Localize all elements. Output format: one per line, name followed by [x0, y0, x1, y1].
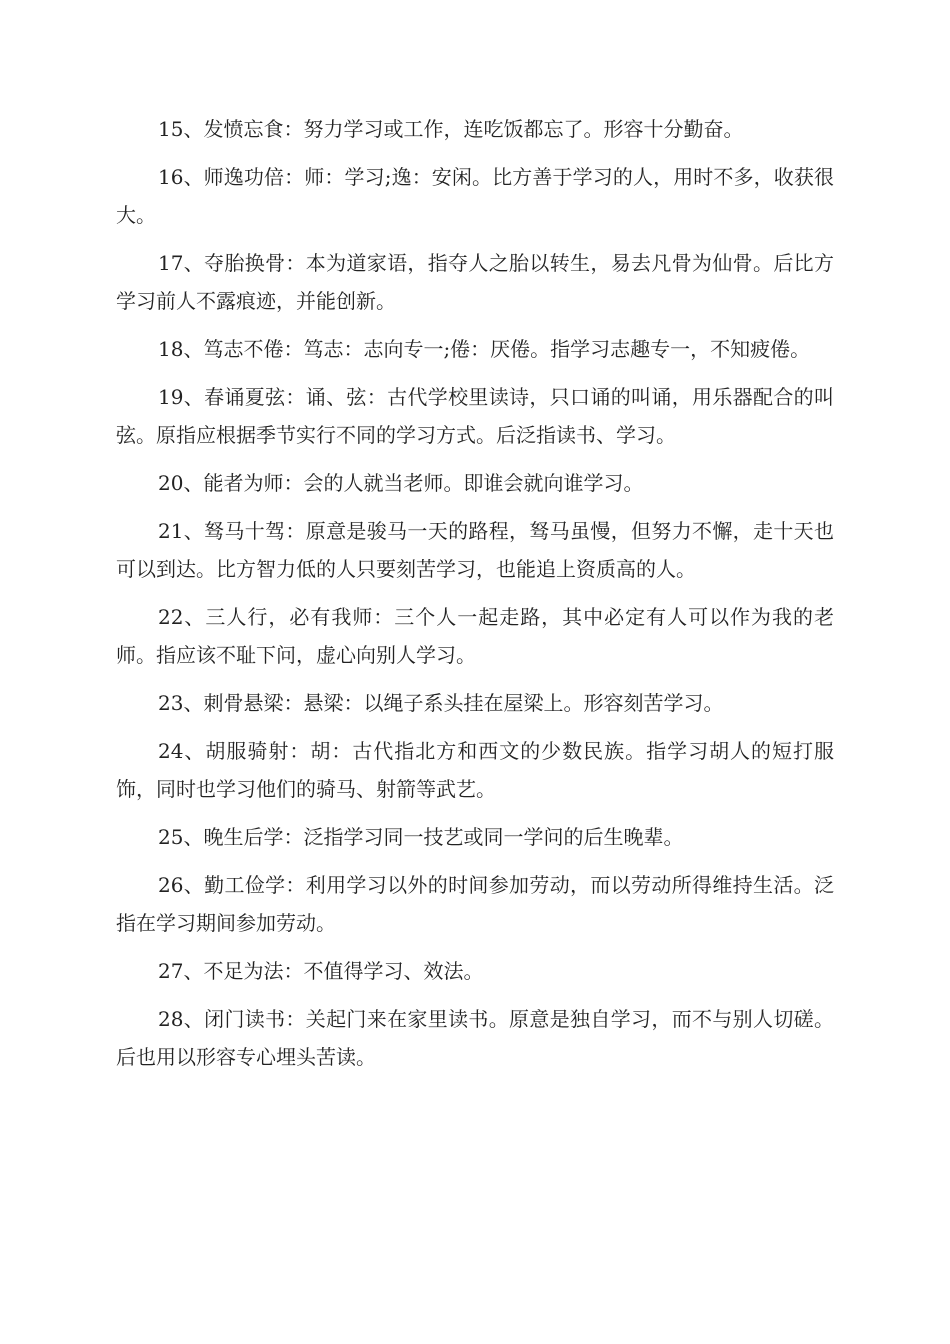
idiom-entry-15: 15、发愤忘食：努力学习或工作，连吃饭都忘了。形容十分勤奋。 [158, 117, 744, 141]
idiom-entry-17: 17、夺胎换骨：本为道家语，指夺人之胎以转生，易去凡骨为仙骨。后比方学习前人不露痕迹，并能创新。 [116, 251, 834, 313]
idiom-entry-22: 22、三人行，必有我师：三个人一起走路，其中必定有人可以作为我的老师。指应该不耻下问，虚心向别人学习。 [116, 605, 834, 667]
idiom-entry-28: 28、闭门读书：关起门来在家里读书。原意是独自学习，而不与别人切磋。后也用以形容专心埋头苦读。 [116, 1007, 834, 1069]
idiom-entry-20: 20、能者为师：会的人就当老师。即谁会就向谁学习。 [158, 471, 644, 495]
idiom-entry-19: 19、春诵夏弦：诵、弦：古代学校里读诗，只口诵的叫诵，用乐器配合的叫弦。原指应根据季节实行不同的学习方式。后泛指读书、学习。 [116, 385, 834, 447]
document-body [116, 110, 834, 1086]
idiom-entry-27: 27、不足为法：不值得学习、效法。 [158, 959, 484, 983]
idiom-entry-21: 21、驽马十驾：原意是骏马一天的路程，驽马虽慢，但努力不懈，走十天也可以到达。比方智力低的人只要刻苦学习，也能追上资质高的人。 [116, 519, 834, 581]
idiom-entry-16: 16、师逸功倍：师：学习;逸：安闲。比方善于学习的人，用时不多，收获很大。 [116, 165, 834, 227]
idiom-entry-23: 23、刺骨悬梁：悬梁：以绳子系头挂在屋梁上。形容刻苦学习。 [158, 691, 724, 715]
idiom-entry-25: 25、晚生后学：泛指学习同一技艺或同一学问的后生晚辈。 [158, 825, 684, 849]
idiom-entry-18: 18、笃志不倦：笃志：志向专一;倦：厌倦。指学习志趣专一，不知疲倦。 [158, 337, 811, 361]
idiom-entry-24: 24、胡服骑射：胡：古代指北方和西文的少数民族。指学习胡人的短打服饰，同时也学习他们的骑马、射箭等武艺。 [116, 739, 834, 801]
idiom-entry-26: 26、勤工俭学：利用学习以外的时间参加劳动，而以劳动所得维持生活。泛指在学习期间参加劳动。 [116, 873, 834, 935]
